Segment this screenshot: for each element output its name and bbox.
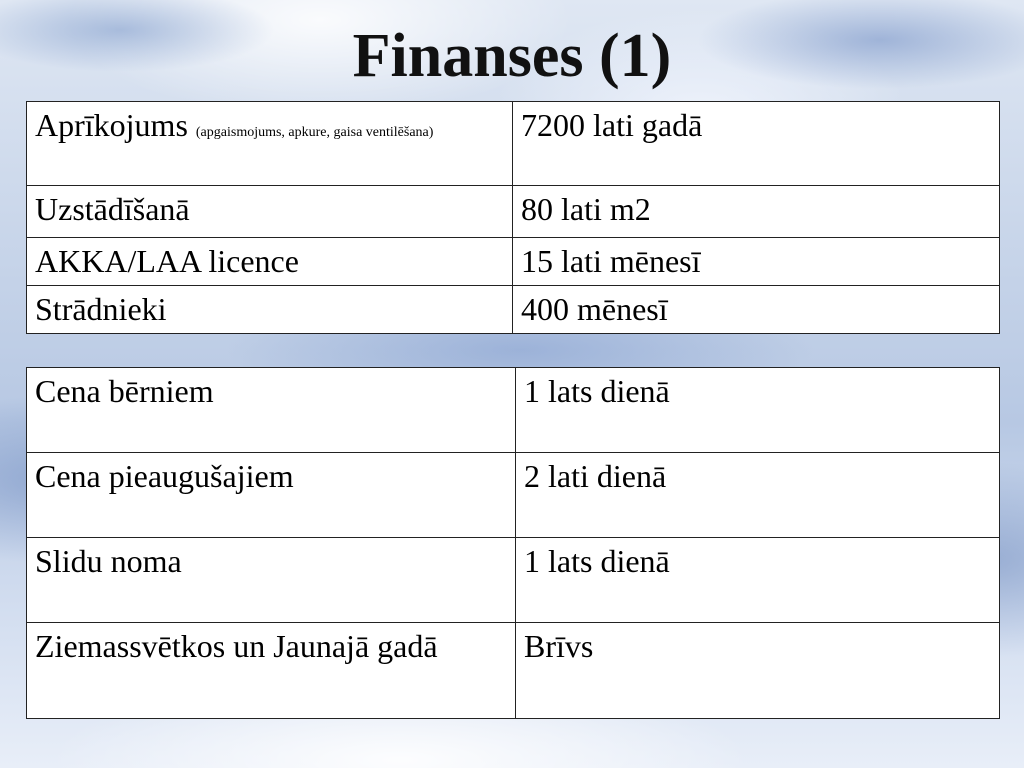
table-cell-label: Cena bērniem xyxy=(27,368,516,453)
table-cell-label: Ziemassvētkos un Jaunajā gadā xyxy=(27,623,516,719)
table-row xyxy=(27,186,1000,238)
table-cell-label: Strādnieki xyxy=(27,286,513,334)
table-row xyxy=(27,538,1000,623)
table-cell-label: AKKA/LAA licence xyxy=(27,238,513,286)
table-cell-label: Uzstādīšanā xyxy=(27,186,513,238)
table-cell-value: 1 lats dienā xyxy=(516,538,1000,623)
table-row xyxy=(27,286,1000,334)
table-cell-label: Cena pieaugušajiem xyxy=(27,453,516,538)
slide-title: Finanses (1) xyxy=(352,22,672,90)
table-cell-value: 2 lati dienā xyxy=(516,453,1000,538)
table-row xyxy=(27,238,1000,286)
costs-table xyxy=(26,101,1000,334)
table-cell-value: 400 mēnesī xyxy=(513,286,1000,334)
table-cell-value: 1 lats dienā xyxy=(516,368,1000,453)
table-cell-value: 80 lati m2 xyxy=(513,186,1000,238)
row-label: Aprīkojums xyxy=(35,107,188,143)
table-cell-label: Slidu noma xyxy=(27,538,516,623)
row-note: (apgaismojums, apkure, gaisa ventilēšana) xyxy=(195,125,434,140)
table-cell-value: 7200 lati gadā xyxy=(513,102,1000,186)
table-cell-value: 15 lati mēnesī xyxy=(513,238,1000,286)
table-row xyxy=(27,623,1000,719)
table-cell-value: Brīvs xyxy=(516,623,1000,719)
table-row xyxy=(27,102,1000,186)
table-cell-label xyxy=(27,102,513,186)
table-row xyxy=(27,453,1000,538)
table-row xyxy=(27,368,1000,453)
prices-table xyxy=(26,367,1000,719)
